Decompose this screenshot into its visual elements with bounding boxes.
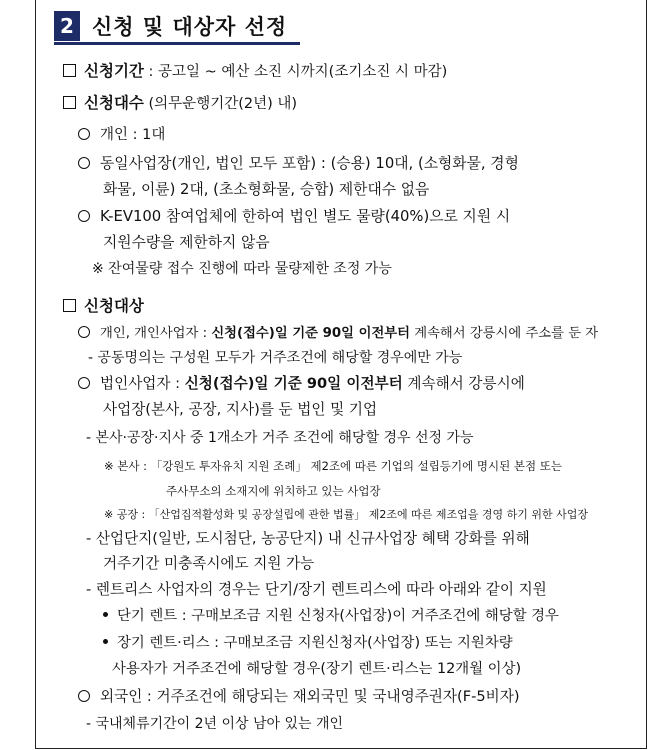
section-number-badge: 2	[54, 11, 80, 41]
industrial-continuation: 거주기간 미충족시에도 지원 가능	[103, 555, 315, 572]
note-line: ※ 잔여물량 접수 진행에 따라 물량제한 조정 가능	[92, 261, 392, 277]
list-item-continuation: 화물, 이륜) 2대, (초소형화물, 승합) 제한대수 없음	[103, 181, 430, 198]
long-rent-line	[103, 633, 513, 653]
circle-bullet-icon	[78, 326, 90, 338]
period-line	[63, 61, 447, 82]
individual-pre: 개인, 개인사업자 :	[100, 326, 212, 341]
dot-bullet-icon	[103, 639, 108, 644]
target-line	[63, 296, 144, 317]
count-item-text: 개인 : 1대	[100, 127, 166, 143]
period-text: : 공고일 ~ 예산 소진 시까지(조기소진 시 마감)	[143, 64, 448, 80]
corp-post: 계속해서 강릉시에	[402, 375, 525, 392]
circle-bullet-icon	[78, 157, 90, 169]
rental-line: - 렌트리스 사업자의 경우는 단기/장기 렌트리스에 따라 아래와 같이 지원	[86, 581, 547, 598]
target-label: 신청대상	[84, 297, 144, 315]
circle-bullet-icon	[78, 210, 90, 222]
title-underline	[54, 42, 300, 45]
joint-note: - 공동명의는 구성원 모두가 거주조건에 해당할 경우에만 가능	[88, 350, 463, 366]
foreigner-line	[78, 687, 520, 707]
factory-note: ※ 공장 : 「산업집적활성화 및 공장설립에 관한 법률」 제2조에 따른 제조업을 경영 하기 위한 사업장	[104, 508, 589, 521]
corp-bold: 신청(접수)일 기준 90일 이전부터	[184, 375, 403, 392]
corp-pre: 법인사업자 :	[100, 375, 185, 392]
short-rent-line	[103, 606, 559, 626]
list-item	[78, 207, 510, 227]
circle-bullet-icon	[78, 377, 90, 389]
individual-bold: 신청(접수)일 기준 90일 이전부터	[211, 326, 410, 341]
count-item-text: K-EV100 참여업체에 한하여 법인 별도 물량(40%)으로 지원 시	[100, 208, 511, 225]
individual-line	[78, 324, 598, 344]
circle-bullet-icon	[78, 690, 90, 702]
foreigner-note: - 국내체류기간이 2년 이상 남아 있는 개인	[86, 716, 344, 732]
dot-bullet-icon	[103, 612, 108, 617]
period-label: 신청기간	[84, 62, 144, 80]
corp-line	[78, 374, 525, 394]
checkbox-square-icon	[63, 64, 76, 77]
list-item-continuation: 지원수량을 제한하지 않음	[103, 234, 270, 251]
circle-bullet-icon	[78, 128, 90, 140]
list-item	[78, 154, 519, 174]
industrial-line: - 산업단지(일반, 도시첨단, 농공단지) 내 신규사업장 혜택 강화를 위해	[86, 530, 530, 547]
hq-note-continuation: 주사무소의 소재지에 위치하고 있는 사업장	[166, 484, 381, 498]
hq-note: ※ 본사 : 「강원도 투자유치 지원 조례」 제2조에 따른 기업의 설립등기에 명시된 본점 또는	[104, 459, 562, 473]
count-item-text: 동일사업장(개인, 법인 모두 포함) : (승용) 10대, (소형화물, 경형	[100, 155, 519, 172]
count-line	[63, 93, 297, 114]
checkbox-square-icon	[63, 96, 76, 109]
corp-note: - 본사·공장·지사 중 1개소가 거주 조건에 해당할 경우 선정 가능	[86, 430, 474, 446]
count-text: (의무운행기간(2년) 내)	[143, 96, 298, 112]
count-label: 신청대수	[84, 94, 144, 112]
foreigner-text: 외국인 : 거주조건에 해당되는 재외국민 및 국내영주권자(F-5비자)	[100, 688, 520, 705]
long-rent-text: 장기 렌트·리스 : 구매보조금 지원신청자(사업장) 또는 지원차량	[117, 635, 513, 651]
individual-post: 계속해서 강릉시에 주소를 둔 자	[410, 326, 599, 341]
section-header	[54, 10, 287, 42]
section-title: 신청 및 대상자 선정	[92, 15, 288, 39]
checkbox-square-icon	[63, 299, 76, 312]
short-rent-text: 단기 렌트 : 구매보조금 지원 신청자(사업장)이 거주조건에 해당할 경우	[117, 608, 559, 624]
list-item	[78, 125, 165, 145]
corp-continuation: 사업장(본사, 공장, 지사)를 둔 법인 및 기업	[103, 401, 378, 418]
long-rent-continuation: 사용자가 거주조건에 해당할 경우(장기 렌트·리스는 12개월 이상)	[112, 661, 522, 677]
